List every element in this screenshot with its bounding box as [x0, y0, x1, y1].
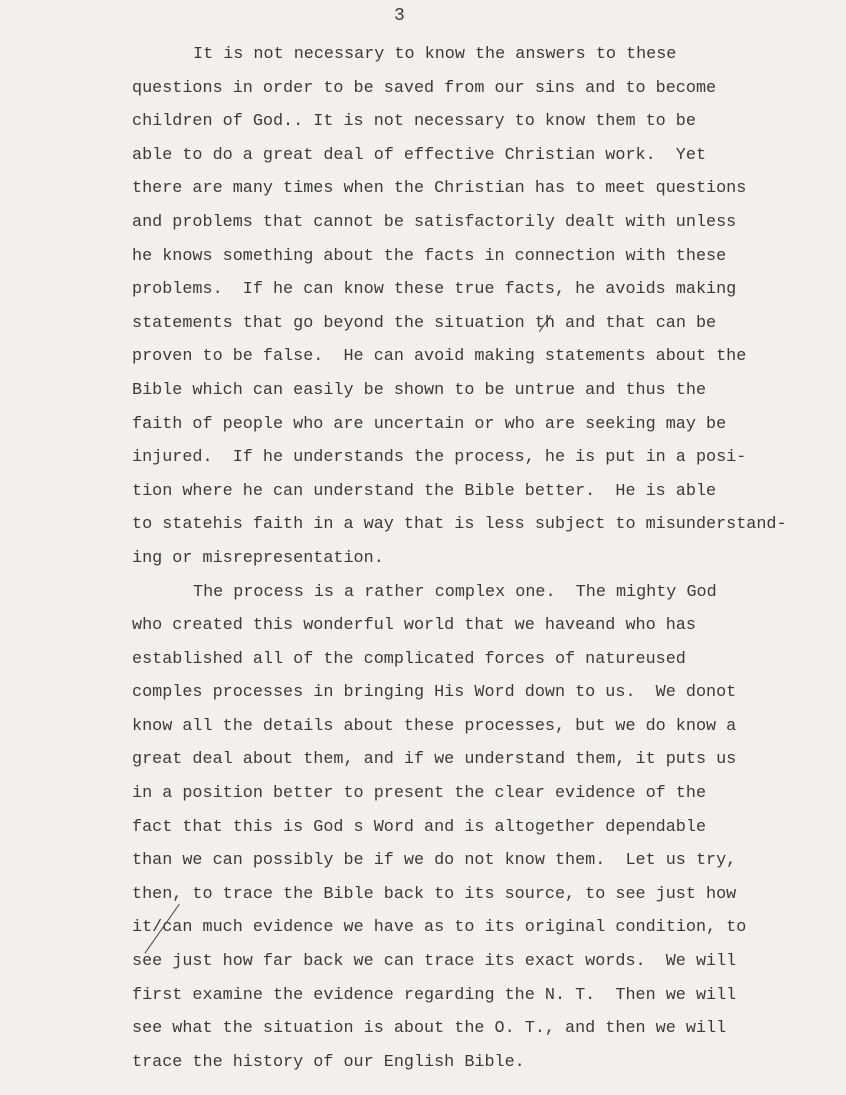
struck-out-text: th [534, 313, 555, 333]
text-line: know all the details about these processes, but we do know a [132, 716, 737, 736]
text-line: trace the history of our English Bible. [132, 1052, 525, 1072]
text-line: comples processes in bringing His Word down to us. We donot [132, 683, 737, 703]
text-line: children of God.. It is not necessary to know them to be [132, 112, 696, 132]
text-line: than we can possibly be if we do not know them. Let us try, [132, 851, 737, 871]
text-line: great deal about them, and if we understand them, it puts us [132, 750, 737, 770]
text-line: in a position better to present the clear evidence of the [132, 784, 707, 804]
line-segment: much evidence we have as to its original condition, to [192, 918, 747, 938]
text-line: then, to trace the Bible back to its source, to see just how [132, 884, 737, 904]
struck-out-text: it/can [132, 918, 193, 938]
text-line: see just how far back we can trace its exact words. We will [132, 952, 737, 972]
line-segment: and that can be [554, 313, 717, 333]
text-line: faith of people who are uncertain or who are seeking may be [132, 414, 727, 434]
text-line: proven to be false. He can avoid making statements about the [132, 347, 747, 367]
text-line: established all of the complicated forces of natureused [132, 649, 686, 669]
text-line: fact that this is God s Word and is altogether dependable [132, 817, 707, 837]
text-line: to statehis faith in a way that is less subject to misunderstand- [132, 515, 787, 535]
text-line: who created this wonderful world that we haveand who has [132, 616, 696, 636]
text-line: able to do a great deal of effective Christian work. Yet [132, 145, 707, 165]
text-line: there are many times when the Christian has to meet questions [132, 179, 747, 199]
text-line [132, 307, 787, 341]
text-line: ing or misrepresentation. [132, 548, 384, 568]
text-line: and problems that cannot be satisfactorily dealt with unless [132, 212, 737, 232]
text-line: tion where he can understand the Bible better. He is able [132, 481, 717, 501]
line-segment: statements that go beyond the situation [132, 313, 535, 333]
text-line: questions in order to be saved from our sins and to become [132, 78, 717, 98]
text-line: problems. If he can know these true facts, he avoids making [132, 280, 737, 300]
text-line: The process is a rather complex one. The mighty God [193, 582, 717, 602]
text-line: injured. If he understands the process, he is put in a posi- [132, 448, 747, 468]
text-line: Bible which can easily be shown to be untrue and thus the [132, 380, 707, 400]
text-line: It is not necessary to know the answers to these [193, 45, 677, 64]
text-line: first examine the evidence regarding the N. T. Then we will [132, 985, 737, 1005]
text-line: he knows something about the facts in connection with these [132, 246, 727, 266]
typewritten-body [132, 38, 787, 1079]
page-number: 3 [394, 6, 405, 26]
text-line [132, 911, 787, 945]
text-line: see what the situation is about the O. T., and then we will [132, 1019, 727, 1039]
